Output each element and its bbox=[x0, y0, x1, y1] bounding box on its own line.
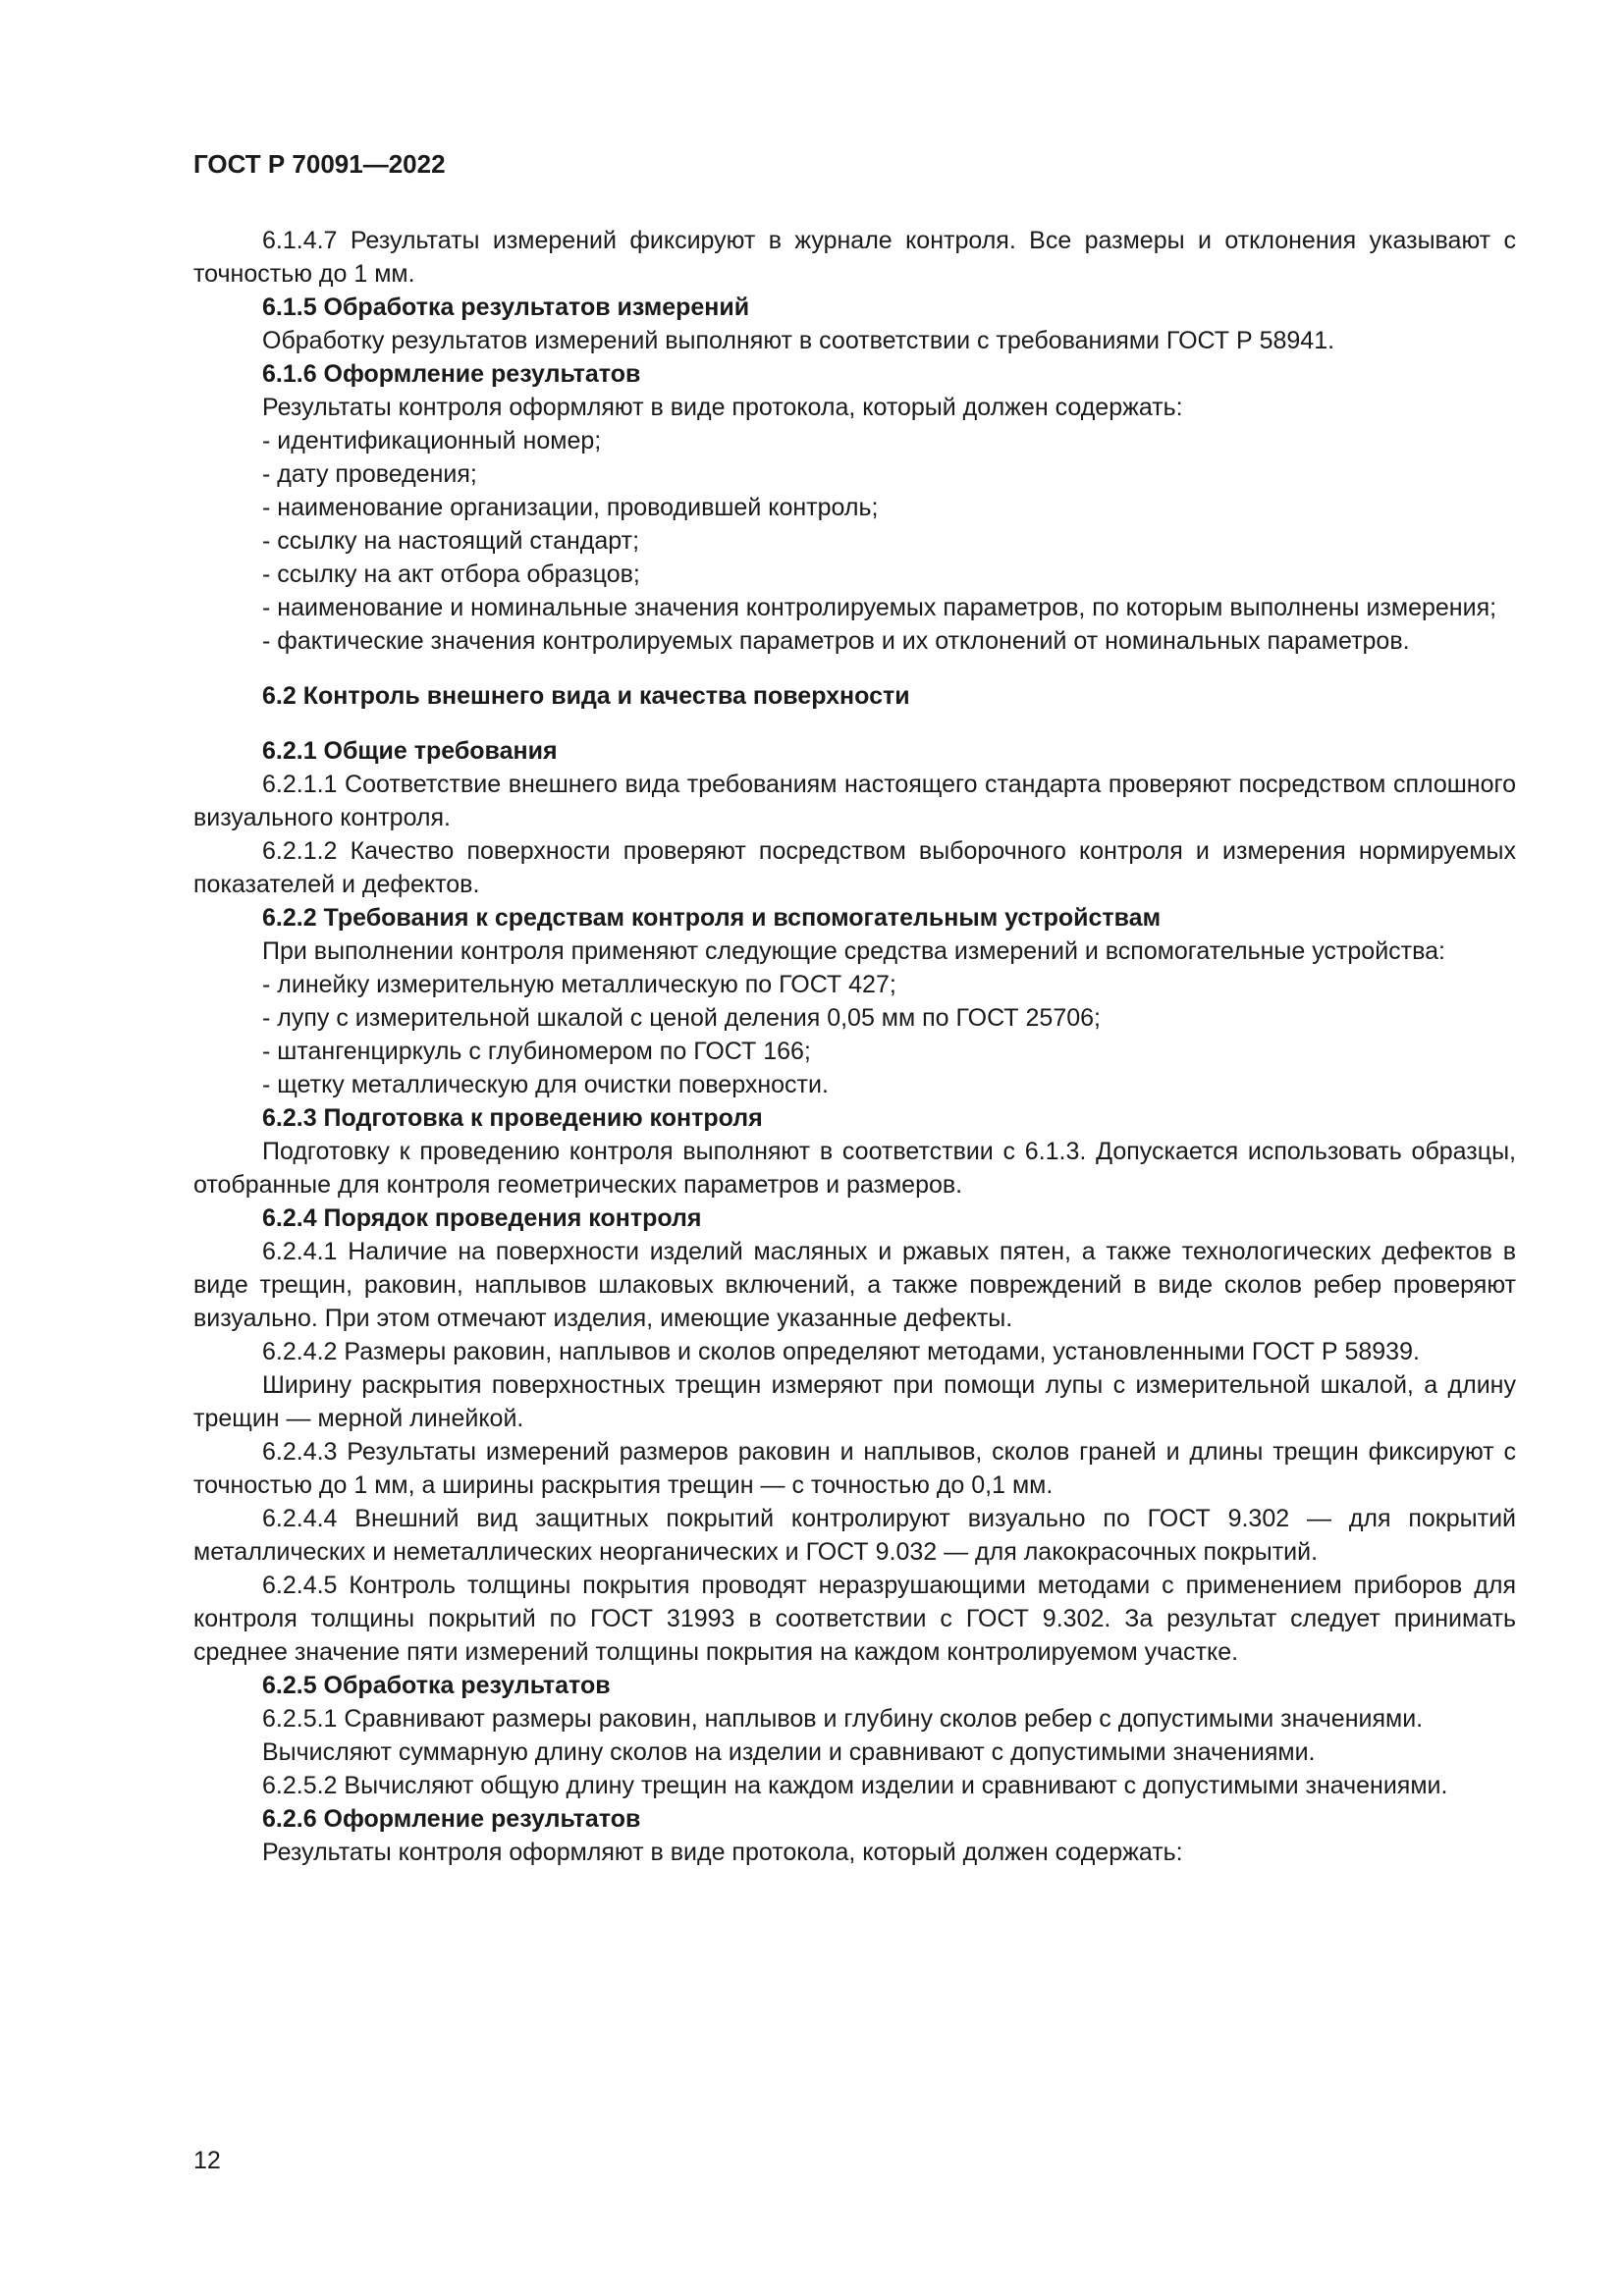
list-item: - линейку измерительную металлическую по ГОСТ 427; bbox=[262, 971, 896, 998]
paragraph-6-2-2: При выполнении контроля применяют следующие средства измерений и вспомогательные устройства: bbox=[262, 937, 1445, 965]
heading-6-2-1: 6.2.1 Общие требования bbox=[262, 737, 558, 765]
heading-6-2: 6.2 Контроль внешнего вида и качества поверхности bbox=[262, 682, 910, 710]
list-item: - штангенциркуль с глубиномером по ГОСТ 166; bbox=[262, 1038, 811, 1065]
list-item: - лупу с измерительной шкалой с ценой деления 0,05 мм по ГОСТ 25706; bbox=[262, 1004, 1101, 1032]
paragraph-6-2-4-2: 6.2.4.2 Размеры раковин, наплывов и сколов определяют методами, установленными ГОСТ Р 58939. bbox=[262, 1338, 1420, 1365]
list-item: - ссылку на акт отбора образцов; bbox=[262, 561, 640, 588]
list-item: - наименование организации, проводившей контроль; bbox=[262, 494, 879, 521]
paragraph-6-2-5-2: 6.2.5.2 Вычисляют общую длину трещин на каждом изделии и сравнивают с допустимыми значениями. bbox=[262, 1772, 1448, 1799]
paragraph-6-2-4-3: 6.2.4.3 Результаты измерений размеров раковин и наплывов, сколов граней и длины трещин фиксируют с точностью до 1 мм, а ширины раскрытия трещин — с точностью до 0,1 мм. bbox=[193, 1438, 1516, 1499]
list-item: - дату проведения; bbox=[262, 460, 477, 488]
heading-6-2-6: 6.2.6 Оформление результатов bbox=[262, 1805, 641, 1833]
paragraph-6-2-3: Подготовку к проведению контроля выполняют в соответствии с 6.1.3. Допускается использовать образцы, отобранные для контроля геометрических параметров и размеров. bbox=[193, 1138, 1516, 1199]
paragraph-6-2-4-2-cont: Ширину раскрытия поверхностных трещин измеряют при помощи лупы с измерительной шкалой, а длину трещин — мерной линейкой. bbox=[193, 1371, 1516, 1432]
document-header: ГОСТ Р 70091—2022 bbox=[193, 149, 446, 179]
list-item: - щетку металлическую для очистки поверхности. bbox=[262, 1071, 829, 1098]
paragraph-6-1-5: Обработку результатов измерений выполняют в соответствии с требованиями ГОСТ Р 58941. bbox=[262, 327, 1335, 354]
paragraph-6-1-4-7: 6.1.4.7 Результаты измерений фиксируют в журнале контроля. Все размеры и отклонения указывают с точностью до 1 мм. bbox=[193, 227, 1516, 288]
paragraph-6-2-6: Результаты контроля оформляют в виде протокола, который должен содержать: bbox=[262, 1839, 1183, 1866]
heading-6-2-3: 6.2.3 Подготовка к проведению контроля bbox=[262, 1104, 763, 1132]
heading-6-2-4: 6.2.4 Порядок проведения контроля bbox=[262, 1204, 702, 1232]
list-item: - наименование и номинальные значения контролируемых параметров, по которым выполнены измерения; bbox=[262, 594, 1497, 621]
paragraph-6-2-4-1: 6.2.4.1 Наличие на поверхности изделий масляных и ржавых пятен, а также технологических дефектов в виде трещин, раковин, наплывов шлаковых включений, а также повреждений в виде сколов ребер проверяют визуально. При этом отмечают изделия, имеющие указанные дефекты. bbox=[193, 1238, 1516, 1332]
paragraph-6-2-4-4: 6.2.4.4 Внешний вид защитных покрытий контролируют визуально по ГОСТ 9.302 — для покрытий металлических и неметаллических неорганических и ГОСТ 9.032 — для лакокрасочных покрытий. bbox=[193, 1505, 1516, 1566]
page-number: 12 bbox=[193, 2147, 221, 2174]
heading-6-1-6: 6.1.6 Оформление результатов bbox=[262, 360, 641, 388]
list-item: - идентификационный номер; bbox=[262, 427, 602, 454]
heading-6-2-5: 6.2.5 Обработка результатов bbox=[262, 1672, 611, 1699]
heading-6-1-5: 6.1.5 Обработка результатов измерений bbox=[262, 294, 750, 321]
list-item: - фактические значения контролируемых параметров и их отклонений от номинальных параметров. bbox=[262, 627, 1410, 655]
paragraph-6-2-5-1: 6.2.5.1 Сравнивают размеры раковин, наплывов и глубину сколов ребер с допустимыми значениями. bbox=[262, 1705, 1424, 1733]
paragraph-6-1-6: Результаты контроля оформляют в виде протокола, который должен содержать: bbox=[262, 394, 1183, 421]
list-item: - ссылку на настоящий стандарт; bbox=[262, 527, 640, 555]
paragraph-6-2-4-5: 6.2.4.5 Контроль толщины покрытия проводят неразрушающими методами с применением приборов для контроля толщины покрытий по ГОСТ 31993 в соответствии с ГОСТ 9.302. За результат следует принимать среднее значение пяти измерений толщины покрытия на каждом контролируемом участке. bbox=[193, 1572, 1516, 1666]
heading-6-2-2: 6.2.2 Требования к средствам контроля и вспомогательным устройствам bbox=[262, 904, 1162, 932]
paragraph-6-2-1-1: 6.2.1.1 Соответствие внешнего вида требованиям настоящего стандарта проверяют посредством сплошного визуального контроля. bbox=[193, 771, 1516, 831]
document-body bbox=[193, 224, 1516, 1869]
paragraph-6-2-1-2: 6.2.1.2 Качество поверхности проверяют посредством выборочного контроля и измерения нормируемых показателей и дефектов. bbox=[193, 837, 1516, 898]
paragraph-6-2-5-1-cont: Вычисляют суммарную длину сколов на изделии и сравнивают с допустимыми значениями. bbox=[262, 1738, 1316, 1766]
